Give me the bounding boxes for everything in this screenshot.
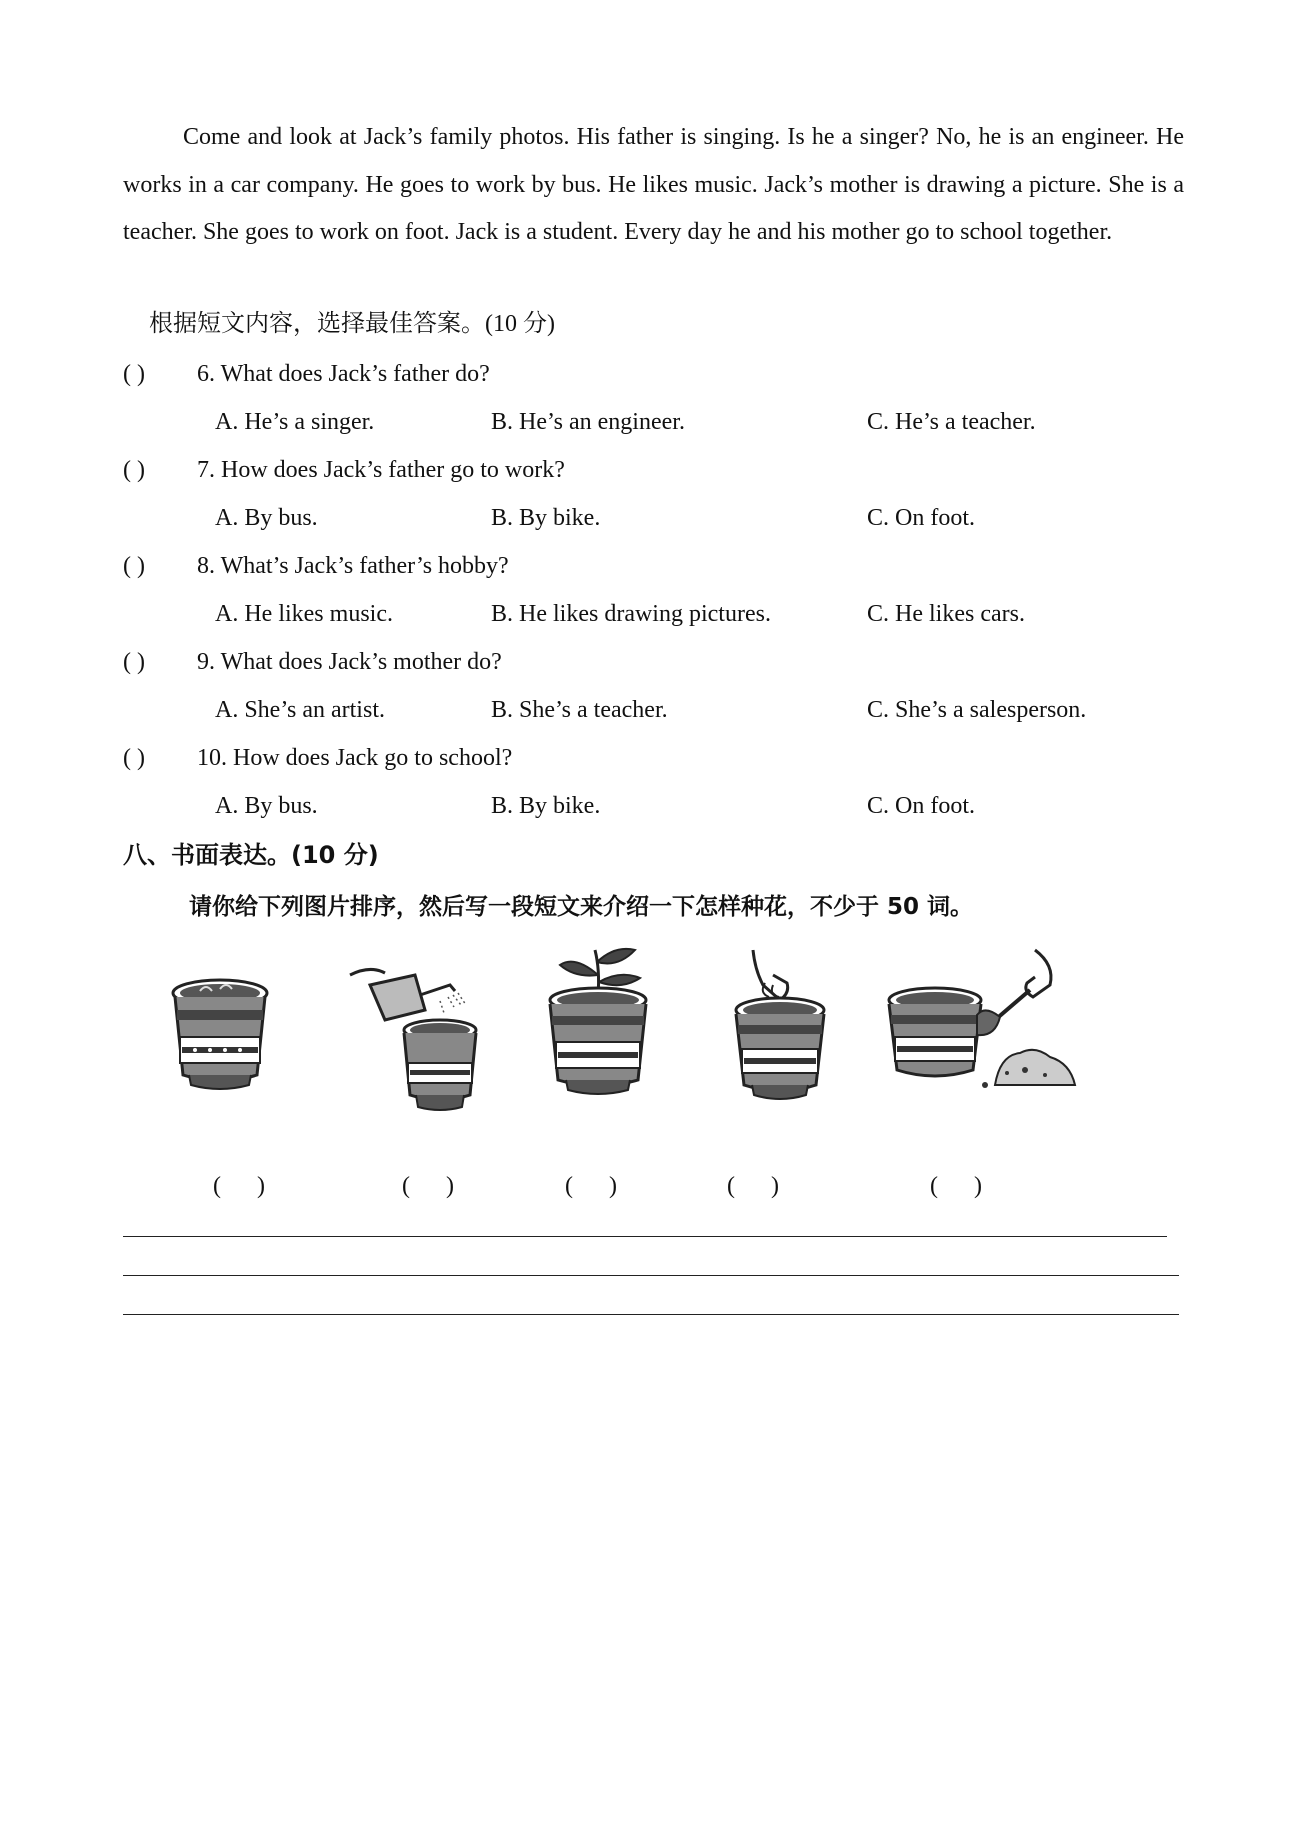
question-10 [123, 742, 512, 774]
option-c: C. On foot. [867, 505, 975, 531]
reading-passage: Come and look at Jack’s family photos. His father is singing. Is he a singer? No, he is an engineer. He works in a car company. He goes to work by bus. He likes music. Jack’s mother is drawing a picture. She is a teacher. She goes to work on foot. Jack is a student. Every day he and his mother go to school together. [123, 124, 1184, 245]
pot-with-seeds-icon [165, 975, 275, 1100]
answer-bracket[interactable]: ( ) [123, 649, 145, 675]
option-b: B. She’s a teacher. [491, 697, 668, 723]
answer-bracket[interactable]: ( ) [123, 745, 145, 771]
question-text: 6. What does Jack’s father do? [197, 361, 490, 387]
option-b: B. He likes drawing pictures. [491, 601, 771, 627]
question-text: 8. What’s Jack’s father’s hobby? [197, 553, 509, 579]
writing-line-1[interactable] [123, 1236, 1167, 1237]
option-c: C. He’s a teacher. [867, 409, 1036, 435]
watering-pot-icon [340, 955, 490, 1120]
pot-with-sprout-icon [540, 940, 660, 1100]
option-a: A. He likes music. [215, 601, 393, 627]
order-blank-4[interactable]: ( ) [727, 1173, 779, 1199]
filling-soil-icon [885, 945, 1085, 1105]
planting-seed-icon [725, 945, 835, 1105]
option-a: A. By bus. [215, 505, 318, 531]
option-a: A. By bus. [215, 793, 318, 819]
question-text: 10. How does Jack go to school? [197, 745, 513, 771]
question-8 [123, 550, 509, 582]
section-8-title: 八、书面表达。(10 分) [123, 841, 379, 869]
option-c: C. She’s a salesperson. [867, 697, 1087, 723]
question-text: 7. How does Jack’s father go to work? [197, 457, 565, 483]
order-blank-5[interactable]: ( ) [930, 1173, 982, 1199]
question-text: 9. What does Jack’s mother do? [197, 649, 502, 675]
option-b: B. He’s an engineer. [491, 409, 685, 435]
question-7 [123, 454, 565, 486]
order-blank-1[interactable]: ( ) [213, 1173, 265, 1199]
option-b: B. By bike. [491, 505, 601, 531]
order-blank-3[interactable]: ( ) [565, 1173, 617, 1199]
question-9 [123, 646, 502, 678]
option-c: C. On foot. [867, 793, 975, 819]
option-a: A. He’s a singer. [215, 409, 375, 435]
order-blank-2[interactable]: ( ) [402, 1173, 454, 1199]
writing-line-3[interactable] [123, 1314, 1179, 1315]
option-b: B. By bike. [491, 793, 601, 819]
writing-line-2[interactable] [123, 1275, 1179, 1276]
answer-bracket[interactable]: ( ) [123, 553, 145, 579]
answer-bracket[interactable]: ( ) [123, 361, 145, 387]
option-c: C. He likes cars. [867, 601, 1025, 627]
option-a: A. She’s an artist. [215, 697, 385, 723]
section-8-prompt: 请你给下列图片排序，然后写一段短文来介绍一下怎样种花，不少于 50 词。 [189, 894, 974, 920]
question-6 [123, 358, 490, 390]
answer-bracket[interactable]: ( ) [123, 457, 145, 483]
question-instruction: 根据短文内容，选择最佳答案。(10 分) [149, 311, 555, 337]
